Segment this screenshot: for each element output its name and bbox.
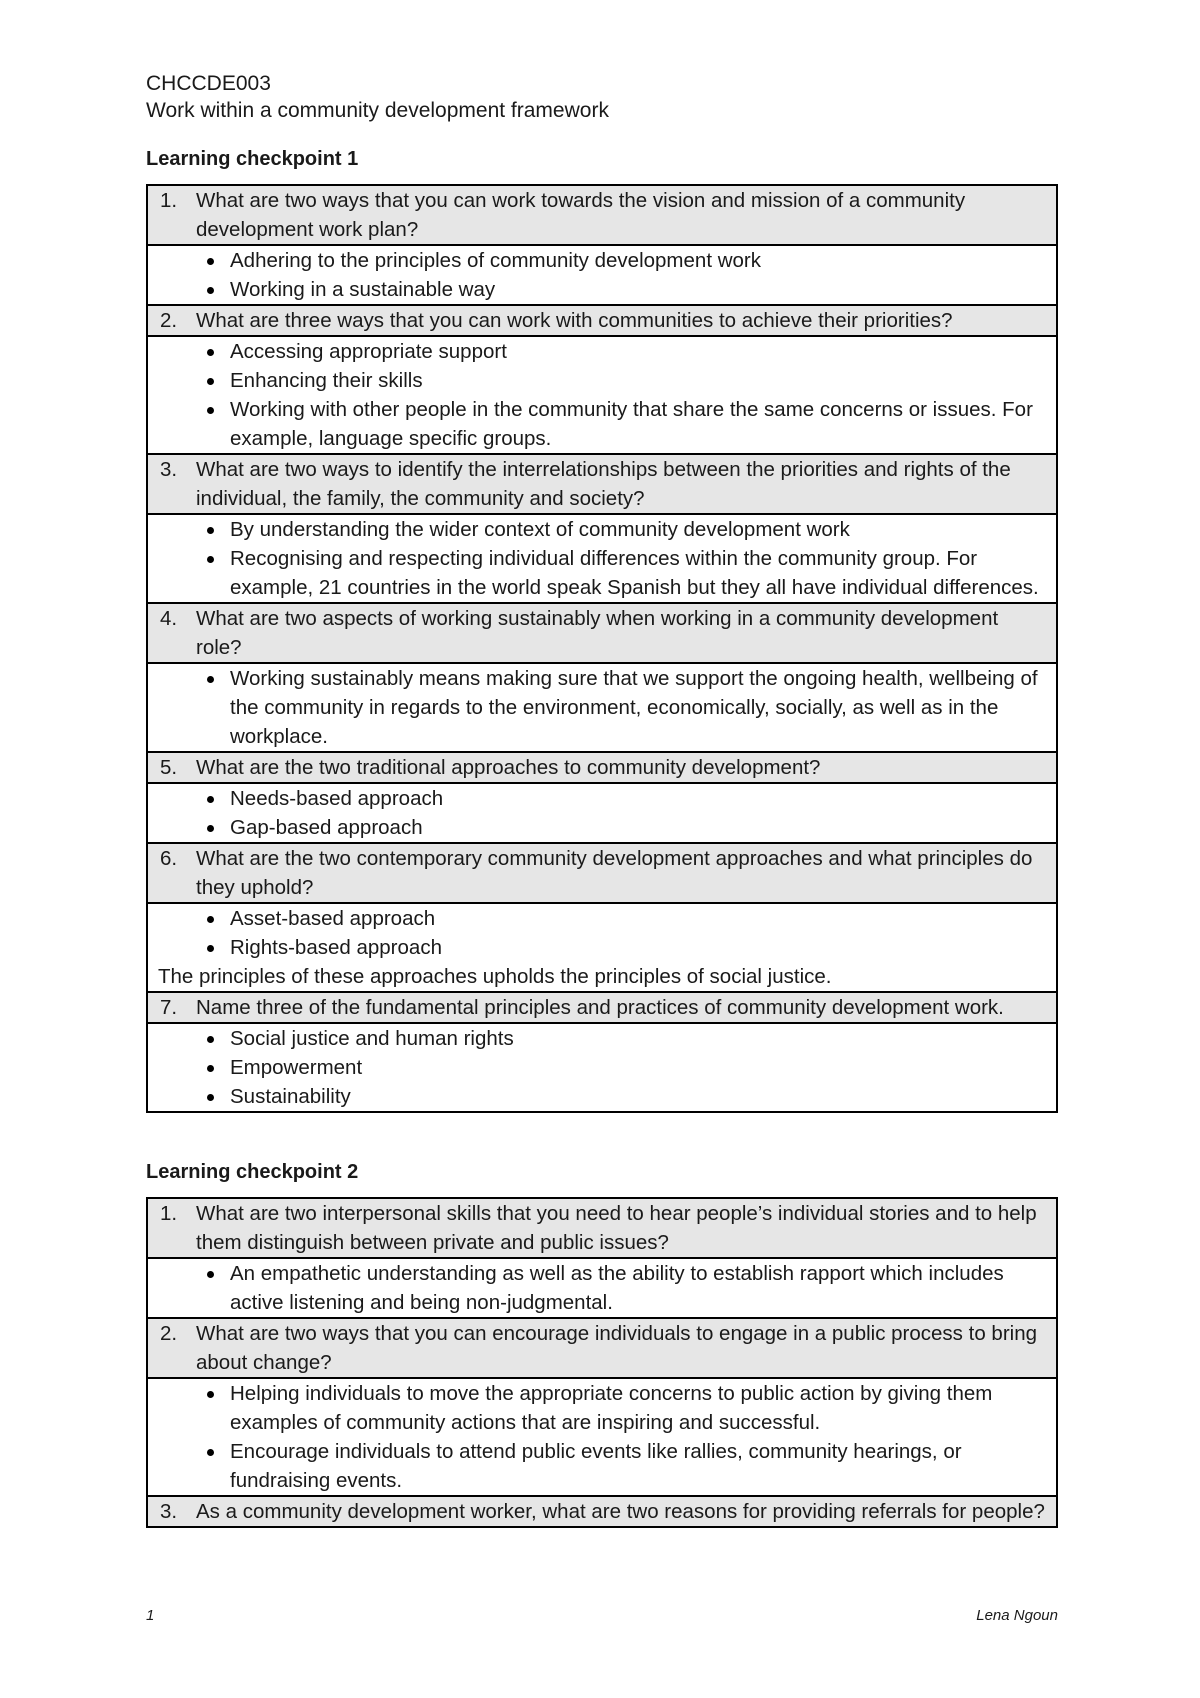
question-number: 1. <box>160 189 178 212</box>
answer-cell <box>147 1378 1057 1496</box>
question-cell <box>147 454 1057 514</box>
bullet-icon <box>148 366 230 395</box>
question-text: Name three of the fundamental principles and practices of community development work. <box>196 996 1004 1019</box>
question <box>148 844 1056 902</box>
question-cell <box>147 1318 1057 1378</box>
answer-cell <box>147 514 1057 603</box>
answer-note: The principles of these approaches upholds the principles of social justice. <box>158 965 832 988</box>
bullet-icon <box>148 664 230 751</box>
answer-item <box>148 1082 1056 1111</box>
answer-text: Working in a sustainable way <box>230 278 496 301</box>
answer-row <box>147 1378 1057 1496</box>
question-cell <box>147 185 1057 245</box>
question <box>148 1319 1056 1377</box>
question-text: What are two ways that you can encourage individuals to engage in a public process to bring about change? <box>196 1322 1038 1374</box>
question-number: 7. <box>160 996 178 1019</box>
unit-title: Work within a community development framework <box>146 99 609 122</box>
question-row <box>147 992 1057 1023</box>
question-number: 2. <box>160 1322 178 1345</box>
question <box>148 1497 1056 1526</box>
answer-cell <box>147 336 1057 454</box>
question-cell <box>147 1496 1057 1527</box>
answer-item <box>148 664 1056 751</box>
answer-list <box>148 1379 1056 1495</box>
question-text: What are two ways to identify the interrelationships between the priorities and rights of the individual, the family, the community and society? <box>196 458 1011 510</box>
question-cell <box>147 752 1057 783</box>
question-text: What are the two traditional approaches to community development? <box>196 756 821 779</box>
bullet-icon <box>148 275 230 304</box>
answer-item <box>148 366 1056 395</box>
question-number: 3. <box>160 1500 178 1523</box>
answer-text: Rights-based approach <box>230 936 442 959</box>
answer-item <box>148 544 1056 602</box>
answer-item <box>148 275 1056 304</box>
question-row <box>147 752 1057 783</box>
question-text: What are three ways that you can work with communities to achieve their priorities? <box>196 309 953 332</box>
question-cell <box>147 1198 1057 1258</box>
answer-list <box>148 515 1056 602</box>
answer-text: An empathetic understanding as well as the ability to establish rapport which includes active listening and being non-judgmental. <box>230 1262 1004 1314</box>
question-text: What are the two contemporary community development approaches and what principles do they uphold? <box>196 847 1033 899</box>
answer-item <box>148 337 1056 366</box>
answer-cell <box>147 903 1057 992</box>
question <box>148 186 1056 244</box>
question-row <box>147 1318 1057 1378</box>
answer-text: Working with other people in the community that share the same concerns or issues. For example, language specific groups. <box>230 398 1033 450</box>
question-row <box>147 305 1057 336</box>
answer-text: Working sustainably means making sure that we support the ongoing health, wellbeing of the community in regards to the environment, economically, socially, as well as in the workplace. <box>230 667 1038 748</box>
answer-text: Encourage individuals to attend public events like rallies, community hearings, or fundraising events. <box>230 1440 962 1492</box>
bullet-icon <box>148 1379 230 1437</box>
question-text: As a community development worker, what are two reasons for providing referrals for people? <box>196 1500 1045 1523</box>
question-cell <box>147 992 1057 1023</box>
answer-item <box>148 395 1056 453</box>
answer-cell <box>147 1258 1057 1318</box>
answer-item <box>148 933 1056 962</box>
answer-text: Asset-based approach <box>230 907 436 930</box>
answer-text: Needs-based approach <box>230 787 444 810</box>
bullet-icon <box>148 904 230 933</box>
question <box>148 753 1056 782</box>
answer-list <box>148 1259 1056 1317</box>
answer-item <box>148 1024 1056 1053</box>
answer-list <box>148 1024 1056 1111</box>
question-number: 4. <box>160 607 178 630</box>
checkpoint-1-title: Learning checkpoint 1 <box>146 148 359 170</box>
answer-row <box>147 336 1057 454</box>
answer-text: Gap-based approach <box>230 816 423 839</box>
question-number: 3. <box>160 458 178 481</box>
bullet-icon <box>148 813 230 842</box>
bullet-icon <box>148 1437 230 1495</box>
answer-text: Enhancing their skills <box>230 369 423 392</box>
answer-item <box>148 1053 1056 1082</box>
question-number: 2. <box>160 309 178 332</box>
checkpoint-1-table <box>146 184 1058 1113</box>
answer-item <box>148 784 1056 813</box>
answer-row <box>147 1023 1057 1112</box>
bullet-icon <box>148 933 230 962</box>
answer-item <box>148 515 1056 544</box>
question-text: What are two ways that you can work towards the vision and mission of a community development work plan? <box>196 189 966 241</box>
answer-text: Empowerment <box>230 1056 363 1079</box>
answer-item <box>148 813 1056 842</box>
answer-list <box>148 337 1056 453</box>
answer-list <box>148 246 1056 304</box>
question-row <box>147 1198 1057 1258</box>
bullet-icon <box>148 395 230 453</box>
answer-row <box>147 663 1057 752</box>
answer-item <box>148 904 1056 933</box>
answer-cell <box>147 663 1057 752</box>
question-number: 6. <box>160 847 178 870</box>
answer-row <box>147 783 1057 843</box>
answer-cell <box>147 1023 1057 1112</box>
bullet-icon <box>148 1082 230 1111</box>
question <box>148 604 1056 662</box>
bullet-icon <box>148 1259 230 1317</box>
answer-row <box>147 1258 1057 1318</box>
answer-item <box>148 246 1056 275</box>
bullet-icon <box>148 515 230 544</box>
unit-code: CHCCDE003 <box>146 72 271 95</box>
document-page <box>146 70 1058 1528</box>
question-number: 1. <box>160 1202 178 1225</box>
question <box>148 1199 1056 1257</box>
bullet-icon <box>148 1053 230 1082</box>
question-row <box>147 185 1057 245</box>
checkpoint-2-table <box>146 1197 1058 1528</box>
answer-text: Adhering to the principles of community development work <box>230 249 761 272</box>
question-row <box>147 603 1057 663</box>
question-row <box>147 454 1057 514</box>
question-cell <box>147 603 1057 663</box>
question <box>148 455 1056 513</box>
answer-list <box>148 904 1056 962</box>
question-row <box>147 843 1057 903</box>
answer-list <box>148 784 1056 842</box>
question <box>148 993 1056 1022</box>
answer-cell <box>147 245 1057 305</box>
bullet-icon <box>148 784 230 813</box>
answer-item <box>148 1259 1056 1317</box>
answer-cell <box>147 783 1057 843</box>
answer-row <box>147 245 1057 305</box>
checkpoint-2-title: Learning checkpoint 2 <box>146 1161 359 1183</box>
answer-text: Recognising and respecting individual differences within the community group. For example, 21 countries in the world speak Spanish but they all have individual differences. <box>230 547 1039 599</box>
question-text: What are two interpersonal skills that you need to hear people’s individual stories and to help them distinguish between private and public issues? <box>196 1202 1037 1254</box>
bullet-icon <box>148 1024 230 1053</box>
answer-list <box>148 664 1056 751</box>
answer-text: Accessing appropriate support <box>230 340 507 363</box>
question <box>148 306 1056 335</box>
bullet-icon <box>148 246 230 275</box>
answer-item <box>148 1379 1056 1437</box>
answer-text: Sustainability <box>230 1085 351 1108</box>
question-row <box>147 1496 1057 1527</box>
page-footer <box>146 1607 1058 1629</box>
question-cell <box>147 843 1057 903</box>
page-number: 1 <box>146 1607 155 1624</box>
answer-text: Social justice and human rights <box>230 1027 514 1050</box>
answer-item <box>148 1437 1056 1495</box>
question-number: 5. <box>160 756 178 779</box>
author-name: Lena Ngoun <box>976 1607 1058 1624</box>
bullet-icon <box>148 544 230 602</box>
question-text: What are two aspects of working sustainably when working in a community development role? <box>196 607 999 659</box>
answer-text: Helping individuals to move the appropriate concerns to public action by giving them examples of community actions that are inspiring and successful. <box>230 1382 993 1434</box>
answer-row <box>147 903 1057 992</box>
question-cell <box>147 305 1057 336</box>
bullet-icon <box>148 337 230 366</box>
answer-text: By understanding the wider context of community development work <box>230 518 850 541</box>
answer-row <box>147 514 1057 603</box>
